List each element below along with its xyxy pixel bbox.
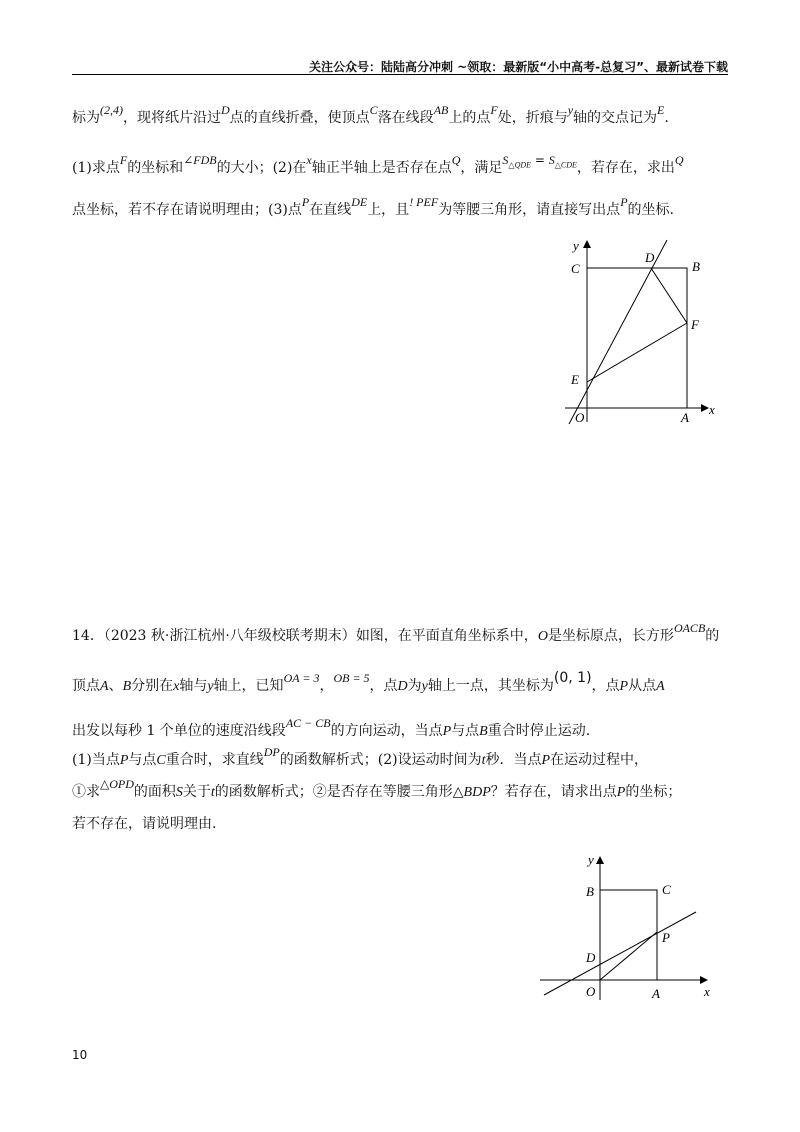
text: 标为 — [72, 110, 100, 126]
text: 轴上，已知 — [213, 678, 284, 694]
area-equation — [502, 153, 577, 170]
label-C: C — [662, 882, 671, 897]
var-C: C — [156, 753, 166, 768]
var-E: E — [657, 103, 665, 117]
label-O: O — [575, 410, 585, 425]
var-x: x — [306, 153, 312, 167]
rectangle-OABC — [587, 268, 687, 408]
coord-point: (2,4) — [100, 103, 123, 117]
text: 的坐标； — [625, 784, 682, 800]
text: 顶点 — [72, 678, 100, 694]
var-D: D — [221, 103, 230, 117]
var-A: A — [656, 679, 665, 694]
text: ，满足 — [460, 160, 503, 176]
var-DP: DP — [263, 745, 280, 759]
var-P: P — [119, 753, 129, 768]
text: 关于 — [182, 784, 211, 800]
q13-line-1 — [72, 103, 728, 128]
text: 轴上一点，其坐标为 — [427, 678, 554, 694]
text: 、 — [108, 678, 123, 694]
label-x: x — [704, 984, 710, 999]
label-B: B — [692, 259, 700, 274]
text: ？若存在，请求出点 — [490, 784, 617, 800]
var-x: x — [173, 679, 180, 694]
text: 点坐标，若不存在请说明理由；(3)点 — [72, 202, 302, 218]
line-DP — [544, 912, 696, 995]
text: 点的直线折叠，使顶点 — [229, 110, 370, 126]
text: 上，且 — [367, 202, 410, 218]
text: 的方向运动，当点 — [330, 723, 443, 739]
text: (1)当点 — [72, 752, 120, 768]
text: 与点 — [451, 723, 480, 739]
y-axis-arrow — [596, 856, 604, 864]
var-t: t — [481, 753, 486, 768]
text: 从点 — [628, 678, 657, 694]
var-B: B — [479, 724, 488, 739]
text: 的坐标. — [627, 202, 674, 218]
text: 的坐标和 — [127, 160, 184, 176]
label-P: P — [662, 930, 670, 945]
q13-line-2 — [72, 153, 728, 183]
text: 落在线段 — [377, 110, 434, 126]
var-S: S — [175, 785, 183, 800]
text: 上的点 — [448, 110, 491, 126]
text: ，点 — [369, 678, 398, 694]
text: 重合时，求直线 — [165, 752, 264, 768]
text: 的函数解析式；(2)设运动时间为 — [279, 752, 482, 768]
var-y: y — [421, 679, 428, 694]
text: 分别在 — [131, 678, 174, 694]
text: 与点 — [128, 752, 157, 768]
var-P: P — [301, 195, 310, 209]
label-F: F — [691, 317, 699, 332]
q13-line-3 — [72, 195, 728, 220]
var-P: P — [620, 195, 628, 209]
var-y: y — [207, 679, 214, 694]
var-D: D — [397, 679, 408, 694]
text: 为等腰三角形，请直接写出点 — [438, 202, 621, 218]
text: 重合时停止运动. — [487, 723, 591, 739]
x-axis-arrow — [700, 976, 708, 984]
text: ，点 — [591, 678, 620, 694]
text: 如图，在平面直角坐标系中， — [355, 628, 538, 644]
path-AC-CB: AC − CB — [285, 716, 331, 730]
label-B: B — [586, 884, 594, 899]
text: ，现将纸片沿过 — [123, 110, 221, 126]
text: . — [664, 110, 669, 126]
label-A: A — [652, 986, 660, 1001]
angle-FDB: ∠FDB — [183, 153, 217, 167]
triangle-OPD: △OPD — [100, 777, 134, 791]
eq-OA: OA = 3 — [283, 671, 320, 685]
var-t: t — [210, 785, 215, 800]
q14-line-4 — [72, 745, 728, 771]
q14-line-5 — [72, 777, 728, 803]
segment-EF — [587, 323, 687, 382]
text: 的面积 — [133, 784, 176, 800]
var-DE: DE — [351, 195, 368, 209]
q14-line-3 — [72, 716, 728, 742]
var-P: P — [541, 753, 551, 768]
area-symbol: S — [502, 153, 509, 167]
text: ①求 — [72, 784, 100, 800]
text: 是坐标原点，长方形 — [547, 628, 674, 644]
label-C: C — [571, 261, 580, 276]
label-A: A — [681, 410, 689, 425]
var-AB: AB — [433, 103, 449, 117]
var-P: P — [442, 724, 452, 739]
label-E: E — [571, 372, 579, 387]
var-Q: Q — [451, 153, 461, 167]
text: 的函数解析式；②是否存在等腰三角形 — [214, 784, 453, 800]
text: 轴正半轴上是否存在点 — [311, 160, 452, 176]
triangle-BDP: △BDP — [452, 785, 491, 800]
triangle-PEF: ! PEF — [409, 195, 439, 209]
text: 在直线 — [309, 202, 352, 218]
text: 处，折痕与 — [497, 110, 568, 126]
page-header: 关注公众号：陆陆高分冲刺 ~领取：最新版“小中高考-总复习”、最新试卷下载 — [309, 60, 728, 74]
text: 为 — [407, 678, 422, 694]
question-number: 14． — [72, 628, 104, 644]
page-number: 10 — [72, 1048, 88, 1062]
segment-OP — [600, 932, 657, 980]
text: 的 — [705, 628, 720, 644]
eq-OB: OB = 5 — [333, 671, 370, 685]
question-source: （2023 秋·浙江杭州·八年级校联考期末） — [103, 628, 356, 644]
area-sub-qde: △QDE — [508, 160, 532, 170]
label-D: D — [586, 950, 596, 965]
var-P: P — [619, 679, 629, 694]
equals: = — [531, 153, 549, 167]
text: 的大小；(2)在 — [216, 160, 307, 176]
q14-line-6 — [72, 814, 728, 834]
q14-line-2 — [72, 670, 728, 697]
x-axis-arrow — [701, 404, 709, 412]
var-y: y — [567, 103, 574, 117]
var-C: C — [369, 103, 378, 117]
text: ， — [319, 678, 334, 694]
var-B: B — [122, 679, 132, 694]
text: 秒．当点 — [485, 752, 542, 768]
coord-D: (0, 1) — [553, 670, 592, 686]
label-D: D — [645, 250, 655, 265]
area-symbol: S — [548, 153, 555, 167]
var-Q: Q — [674, 153, 684, 167]
var-F: F — [119, 153, 128, 167]
label-y: y — [588, 852, 594, 867]
figure-q14 — [538, 850, 723, 1010]
figure-q13 — [555, 232, 730, 427]
var-P: P — [616, 785, 626, 800]
var-O: O — [537, 629, 548, 644]
var-OACB: OACB — [673, 621, 706, 635]
var-A: A — [100, 679, 109, 694]
text: 在运动过程中， — [550, 752, 649, 768]
text: ，若存在，求出 — [576, 160, 675, 176]
label-O: O — [586, 984, 596, 999]
label-y: y — [573, 238, 579, 253]
header-rule — [72, 74, 728, 75]
area-sub-cde: △CDE — [554, 160, 577, 170]
label-x: x — [709, 402, 715, 417]
var-F: F — [490, 103, 498, 117]
text: 出发以每秒 1 个单位的速度沿线段 — [72, 723, 286, 739]
text: 若不存在，请说明理由. — [72, 816, 217, 832]
segment-DF — [651, 268, 687, 323]
y-axis-arrow — [583, 240, 591, 248]
text: (1)求点 — [72, 160, 120, 176]
text: 轴的交点记为 — [573, 110, 658, 126]
q14-line-1 — [72, 621, 728, 647]
text: 轴与 — [179, 678, 208, 694]
rectangle-OACB — [600, 890, 657, 980]
